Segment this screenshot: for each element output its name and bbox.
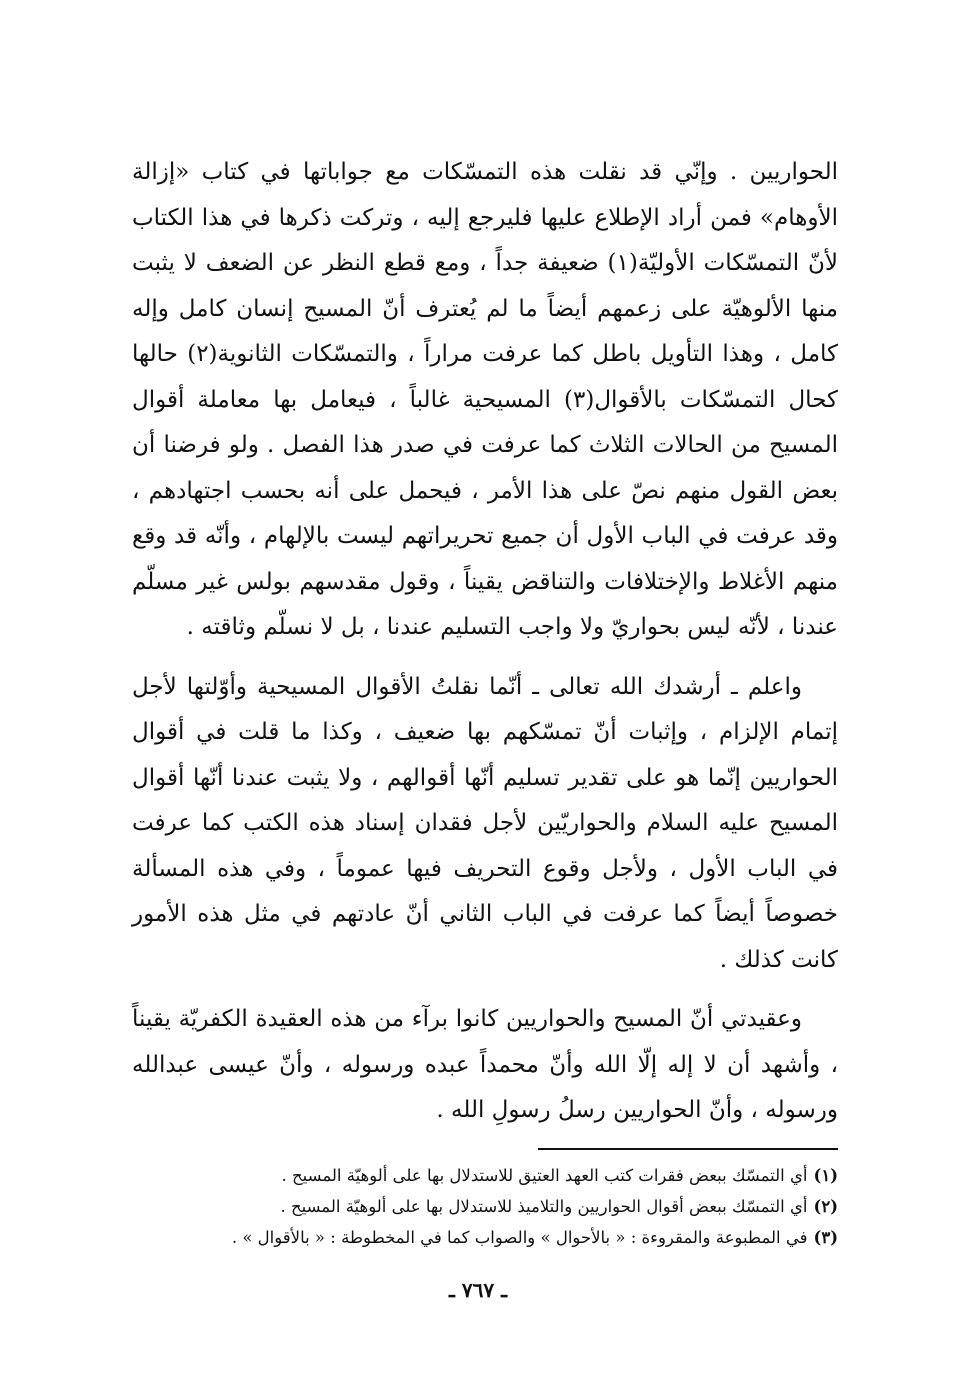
footnote-text: في المطبوعة والمقروءة : « بالأحوال » والصواب كما في المخطوطة : « بالأقوال » . — [231, 1227, 808, 1247]
footnote-number: (٣) — [813, 1227, 838, 1247]
footnote-1 — [132, 1160, 838, 1191]
footnote-number: (١) — [813, 1165, 838, 1185]
page-number: ـ ٧٦٧ ـ — [449, 1278, 507, 1302]
paragraph-2: واعلم ـ أرشدك الله تعالى ـ أنّما نقلتُ الأقوال المسيحية وأوّلتها لأجل إتمام الإلزام ، وإثبات أنّ تمسّكهم بها ضعيف ، وكذا ما قلت في أقوال الحواريين إنّما هو على تقدير تسليم أنّها أقوالهم ، ولا يثبت عندنا أنّها أقوال المسيح عليه السلام والحواريّين لأجل فقدان إسناد هذه الكتب كما عرفت في الباب الأول ، ولأجل وقوع التحريف فيها عموماً ، وفي هذه المسألة خصوصاً أيضاً كما عرفت في الباب الثاني أنّ عادتهم في مثل هذه الأمور كانت كذلك . — [132, 673, 838, 973]
footnotes-list — [132, 1160, 838, 1253]
footnote-text: أي التمسّك ببعض أقوال الحواريين والتلاميذ للاستدلال بها على ألوهيّة المسيح . — [280, 1196, 808, 1216]
footnote-2 — [132, 1191, 838, 1222]
paragraph-3: وعقيدتي أنّ المسيح والحواريين كانوا برآء من هذه العقيدة الكفريّة يقيناً ، وأشهد أن لا إله إلّا الله وأنّ محمداً عبده ورسوله ، وأنّ عيسى عبدالله ورسوله ، وأنّ الحواريين رسلُ رسولِ الله . — [132, 1006, 838, 1123]
footnote-text: أي التمسّك ببعض فقرات كتب العهد العتيق للاستدلال بها على ألوهيّة المسيح . — [281, 1165, 808, 1185]
footnote-separator — [538, 1148, 838, 1150]
footnote-number: (٢) — [813, 1196, 838, 1216]
paragraph-1: الحواريين . وإنّي قد نقلت هذه التمسّكات مع جواباتها في كتاب «إزالة الأوهام» فمن أراد الإطلاع عليها فليرجع إليه ، وتركت ذكرها في هذا الكتاب لأنّ التمسّكات الأوليّة(١) ضعيفة جداً ، ومع قطع النظر عن الضعف لا يثبت منها الألوهيّة على زعمهم أيضاً ما لم يُعترف أنّ المسيح إنسان كامل وإله كامل ، وهذا التأويل باطل كما عرفت مراراً ، والتمسّكات الثانوية(٢) حالها كحال التمسّكات بالأقوال(٣) المسيحية غالباً ، فيعامل بها معاملة أقوال المسيح من الحالات الثلاث كما عرفت في صدر هذا الفصل . ولو فرضنا أن بعض القول منهم نصّ على هذا الأمر ، فيحمل على أنه بحسب اجتهادهم ، وقد عرفت في الباب الأول أن جميع تحريراتهم ليست بالإلهام ، وأنّه قد وقع منهم الأغلاط والإختلافات والتناقض يقيناً ، وقول مقدسهم بولس غير مسلّم عندنا ، لأنّه ليس بحواريّ ولا واجب التسليم عندنا ، بل لا نسلّم وثاقته . — [132, 159, 838, 640]
footnote-3 — [132, 1222, 838, 1253]
